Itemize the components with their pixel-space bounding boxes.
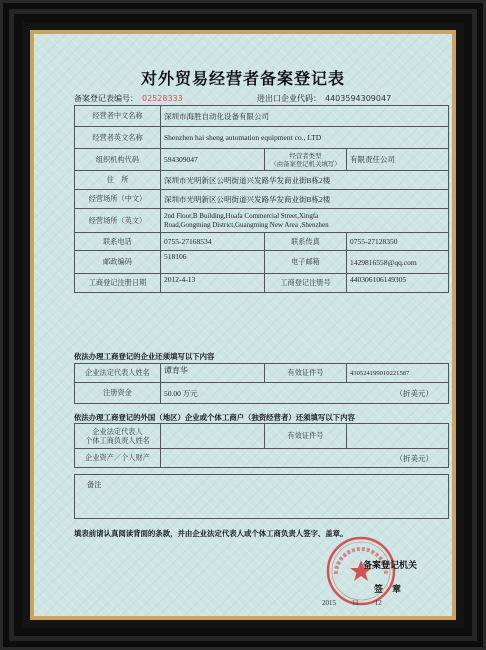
ie-code-value: 4403594309047 xyxy=(325,94,392,103)
agency-label: 备案登记机关 xyxy=(363,561,418,571)
reg-no-value: 02528333 xyxy=(142,94,183,103)
remarks-label: 备注 xyxy=(75,475,449,519)
reg-no2-value: 440306106149305 xyxy=(347,274,449,293)
official-seal xyxy=(324,534,398,608)
email-value: 1429816558@qq.com xyxy=(347,251,449,274)
reg-no-label: 备案登记表编号： xyxy=(74,94,138,103)
capital-cell xyxy=(161,383,449,404)
reg-date-label: 工商登记注册日期 xyxy=(75,274,161,293)
assets-cell xyxy=(161,449,449,468)
id-label-2: 有效证件号 xyxy=(265,424,347,449)
table-row xyxy=(75,233,449,251)
certificate-paper xyxy=(34,34,452,616)
type-label-line1: 经营者类型 xyxy=(289,151,322,160)
type-label xyxy=(265,149,347,171)
biz-cn-value: 深圳市光明新区公明街道兴发路华发商业街B栋2楼 xyxy=(161,190,449,209)
reg-no2-label: 工商登记注册号 xyxy=(265,274,347,293)
sign-label: 签 章 xyxy=(374,585,402,595)
org-code-label: 组织机构代码 xyxy=(75,149,161,171)
table-row xyxy=(75,424,449,449)
org-code-value: 594309047 xyxy=(161,149,265,171)
assets-label: 企业资产／个人财产 xyxy=(75,449,161,468)
biz-cn-label: 经营场所（中文） xyxy=(75,190,161,209)
email-label: 电子邮箱 xyxy=(265,251,347,274)
footer-note: 填表前请认真阅读背面的条款，并由企业法定代表人或个体工商负责人签字、盖章。 xyxy=(74,529,348,538)
capital-value: 50.00 万元 xyxy=(164,388,198,398)
table-row xyxy=(75,364,449,383)
phone-value: 0755-27168534 xyxy=(161,233,265,251)
date-day: 12 xyxy=(374,599,382,607)
table-row xyxy=(75,475,449,519)
date-month: 11 xyxy=(352,599,359,607)
section2-table xyxy=(74,363,449,404)
fax-value: 0755-27128350 xyxy=(347,233,449,251)
address-label: 住 所 xyxy=(75,171,161,190)
cn-name-label: 经营者中文名称 xyxy=(75,106,161,127)
biz-en-value xyxy=(161,209,449,233)
postcode-value: 518106 xyxy=(161,251,265,274)
table-row xyxy=(75,209,449,233)
type-label-line2: （由备案登记机关填写） xyxy=(270,159,341,168)
en-name-label: 经营者英文名称 xyxy=(75,127,161,149)
rep-label-line1: 企业法定代表人 xyxy=(92,427,143,436)
document-title: 对外贸易经营者备案登记表 xyxy=(140,69,345,88)
legal-rep-value: 谭育华 xyxy=(161,364,265,383)
main-info-table xyxy=(74,105,449,293)
phone-label: 联系电话 xyxy=(75,233,161,251)
capital-label: 注册资金 xyxy=(75,383,161,404)
rep-label xyxy=(75,424,161,449)
ie-code-label: 进出口企业代码： xyxy=(257,94,321,103)
biz-en-line1: 2nd Floor,B Building,Huafa Commercial Street,Xingfa xyxy=(164,211,319,220)
date-year: 2015 xyxy=(322,599,336,607)
rep-value xyxy=(161,424,265,449)
id-value-2 xyxy=(347,424,449,449)
table-row xyxy=(75,127,449,149)
en-name-value: Shenzhen hai sheng automation equipment co., LTD xyxy=(161,127,449,149)
reg-no xyxy=(74,93,183,104)
section3-title: 依法办理工商登记的外国（地区）企业或个体工商户（独资经营者）还须填写以下内容 xyxy=(74,413,355,422)
reg-date-value: 2012-4-13 xyxy=(161,274,265,293)
sign-date xyxy=(322,599,398,607)
biz-en-line2: Road,Gongming District,Guangming New Area ,Shenzhen xyxy=(164,220,329,229)
type-value: 有限责任公司 xyxy=(347,149,449,171)
remarks-table xyxy=(74,474,449,519)
assets-note: （折美元） xyxy=(395,453,433,463)
table-row xyxy=(75,171,449,190)
id-value: 430524199010221587 xyxy=(347,364,449,383)
rep-label-line2: 个体工商负责人姓名 xyxy=(85,436,150,445)
table-row xyxy=(75,383,449,404)
address-value: 深圳市光明新区公明街道兴发路华发商业街B栋2楼 xyxy=(161,171,449,190)
legal-rep-label: 企业法定代表人姓名 xyxy=(75,364,161,383)
section2-title: 依法办理工商登记的企业还须填写以下内容 xyxy=(74,352,215,361)
capital-note: （折美元） xyxy=(395,388,433,398)
id-label: 有效证件号 xyxy=(265,364,347,383)
fax-label: 联系传真 xyxy=(265,233,347,251)
table-row xyxy=(75,449,449,468)
ie-code xyxy=(257,93,391,104)
biz-en-label: 经营场所（英文） xyxy=(75,209,161,233)
section3-table xyxy=(74,423,449,468)
cn-name-value: 深圳市海胜自动化设备有限公司 xyxy=(161,106,449,127)
table-row xyxy=(75,274,449,293)
table-row xyxy=(75,190,449,209)
postcode-label: 邮政编码 xyxy=(75,251,161,274)
table-row xyxy=(75,106,449,127)
table-row xyxy=(75,149,449,171)
table-row xyxy=(75,251,449,274)
